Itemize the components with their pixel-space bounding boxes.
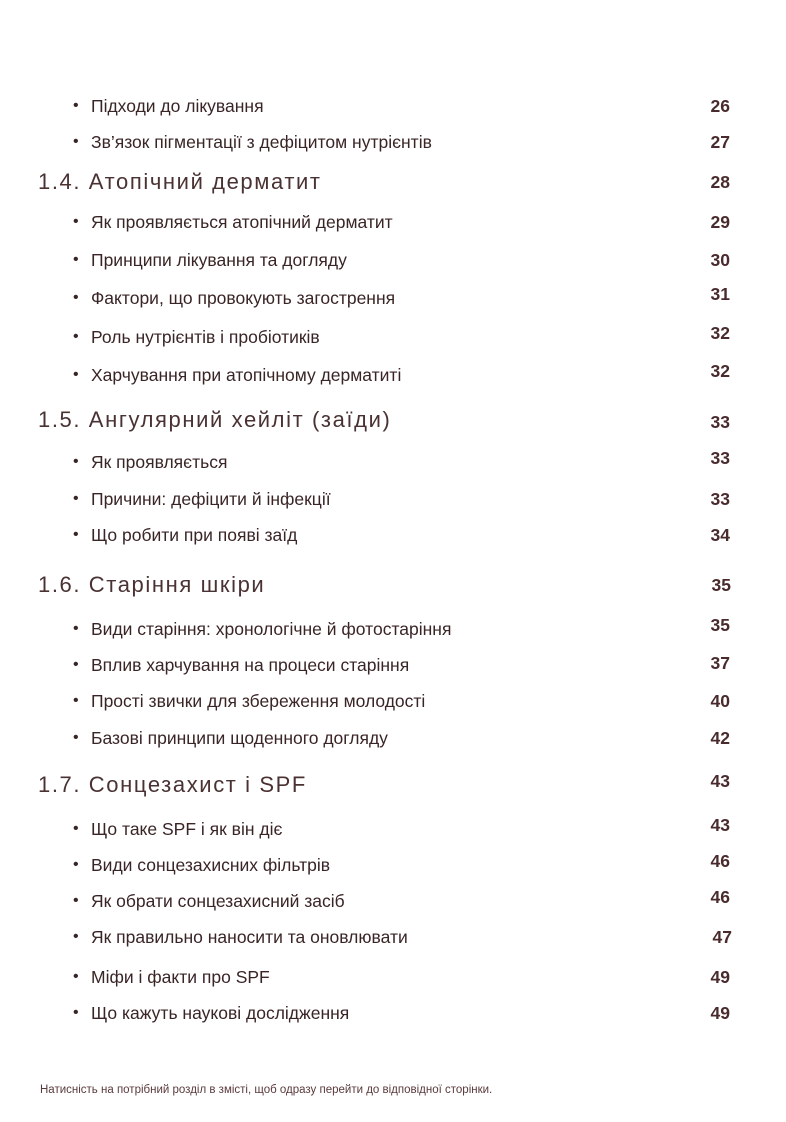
toc-section-row[interactable] (0, 405, 786, 435)
toc-section-row[interactable] (0, 770, 786, 800)
toc-page-number: 40 (710, 691, 730, 711)
bullet-icon: • (73, 968, 79, 985)
toc-section-row[interactable] (0, 570, 786, 600)
toc-page-number: 32 (710, 361, 730, 381)
bullet-icon: • (73, 213, 79, 230)
toc-item-row[interactable] (0, 886, 786, 916)
bullet-icon: • (73, 928, 79, 945)
navigation-hint: Натисність на потрібний розділ в змісті, щоб одразу перейти до відповідної сторінки. (40, 1084, 493, 1096)
toc-item-row[interactable] (0, 998, 786, 1028)
bullet-icon: • (73, 729, 79, 746)
bullet-icon: • (73, 620, 79, 637)
toc-item-row[interactable] (0, 723, 786, 753)
toc-page-number: 43 (710, 815, 730, 835)
toc-item-label: Вплив харчування на процеси старіння (91, 655, 410, 675)
toc-item-row[interactable] (0, 850, 786, 880)
toc-item-row[interactable] (0, 127, 786, 157)
bullet-icon: • (73, 251, 79, 268)
bullet-icon: • (73, 656, 79, 673)
toc-item-label: Прості звички для збереження молодості (91, 691, 426, 711)
toc-page-number: 47 (712, 927, 732, 947)
toc-page-number: 34 (710, 525, 730, 545)
toc-item-row[interactable] (0, 484, 786, 514)
toc-item-label: Як правильно наносити та оновлювати (91, 927, 408, 947)
toc-item-row[interactable] (0, 814, 786, 844)
toc-item-label: Принципи лікування та догляду (91, 250, 347, 270)
toc-section-row[interactable] (0, 167, 786, 197)
bullet-icon: • (73, 97, 79, 114)
toc-section-title: 1.7. Сонцезахист і SPF (38, 772, 307, 797)
toc-page-number: 49 (710, 1003, 730, 1023)
toc-item-row[interactable] (0, 91, 786, 121)
toc-page-number: 46 (710, 887, 730, 907)
toc-item-row[interactable] (0, 283, 786, 313)
toc-item-row[interactable] (0, 447, 786, 477)
bullet-icon: • (73, 453, 79, 470)
toc-page-number: 33 (710, 489, 730, 509)
toc-item-row[interactable] (0, 322, 786, 352)
toc-page-number: 33 (710, 412, 730, 432)
toc-item-label: Як обрати сонцезахисний засіб (91, 891, 345, 911)
bullet-icon: • (73, 490, 79, 507)
bullet-icon: • (73, 366, 79, 383)
toc-item-label: Що кажуть наукові дослідження (91, 1003, 350, 1023)
bullet-icon: • (73, 289, 79, 306)
toc-page-number: 26 (710, 96, 730, 116)
bullet-icon: • (73, 692, 79, 709)
bullet-icon: • (73, 820, 79, 837)
toc-item-row[interactable] (0, 207, 786, 237)
bullet-icon: • (73, 328, 79, 345)
bullet-icon: • (73, 133, 79, 150)
toc-item-row[interactable] (0, 922, 786, 952)
toc-item-row[interactable] (0, 360, 786, 390)
toc-item-label: Як проявляється атопічний дерматит (91, 212, 393, 232)
toc-item-label: Види старіння: хронологічне й фотостаріння (91, 619, 452, 639)
toc-section-title: 1.5. Ангулярний хейліт (заїди) (38, 407, 392, 432)
toc-page-number: 29 (710, 212, 730, 232)
toc-item-row[interactable] (0, 520, 786, 550)
toc-item-label: Харчування при атопічному дерматиті (91, 365, 402, 385)
toc-page-number: 31 (710, 284, 730, 304)
bullet-icon: • (73, 892, 79, 909)
toc-item-label: Роль нутрієнтів і пробіотиків (91, 327, 320, 347)
toc-page-number: 28 (710, 172, 730, 192)
toc-item-row[interactable] (0, 614, 786, 644)
toc-section-title: 1.6. Старіння шкіри (38, 572, 266, 597)
toc-item-row[interactable] (0, 245, 786, 275)
toc-item-label: Зв’язок пігментації з дефіцитом нутрієнтів (91, 132, 432, 152)
toc-page-number: 37 (710, 653, 730, 673)
toc-page-number: 35 (711, 575, 731, 595)
bullet-icon: • (73, 1004, 79, 1021)
toc-item-row[interactable] (0, 962, 786, 992)
toc-page-number: 49 (710, 967, 730, 987)
toc-item-row[interactable] (0, 686, 786, 716)
toc-page-number: 43 (710, 771, 730, 791)
toc-item-label: Що таке SPF і як він діє (91, 819, 283, 839)
toc-item-label: Підходи до лікування (91, 96, 264, 116)
toc-item-label: Як проявляється (91, 452, 228, 472)
toc-item-label: Причини: дефіцити й інфекції (91, 489, 331, 509)
toc-item-row[interactable] (0, 650, 786, 680)
toc-item-label: Міфи і факти про SPF (91, 967, 270, 987)
toc-item-label: Що робити при появі заїд (91, 525, 298, 545)
toc-item-label: Фактори, що провокують загострення (91, 288, 396, 308)
toc-item-label: Види сонцезахисних фільтрів (91, 855, 331, 875)
toc-item-label: Базові принципи щоденного догляду (91, 728, 388, 748)
toc-page-number: 35 (710, 615, 730, 635)
toc-page-number: 42 (710, 728, 730, 748)
toc-section-title: 1.4. Атопічний дерматит (38, 169, 322, 194)
toc-page-number: 46 (710, 851, 730, 871)
bullet-icon: • (73, 856, 79, 873)
toc-page-number: 32 (710, 323, 730, 343)
toc-page-number: 30 (710, 250, 730, 270)
toc-page-number: 27 (710, 132, 730, 152)
toc-page-number: 33 (710, 448, 730, 468)
bullet-icon: • (73, 526, 79, 543)
